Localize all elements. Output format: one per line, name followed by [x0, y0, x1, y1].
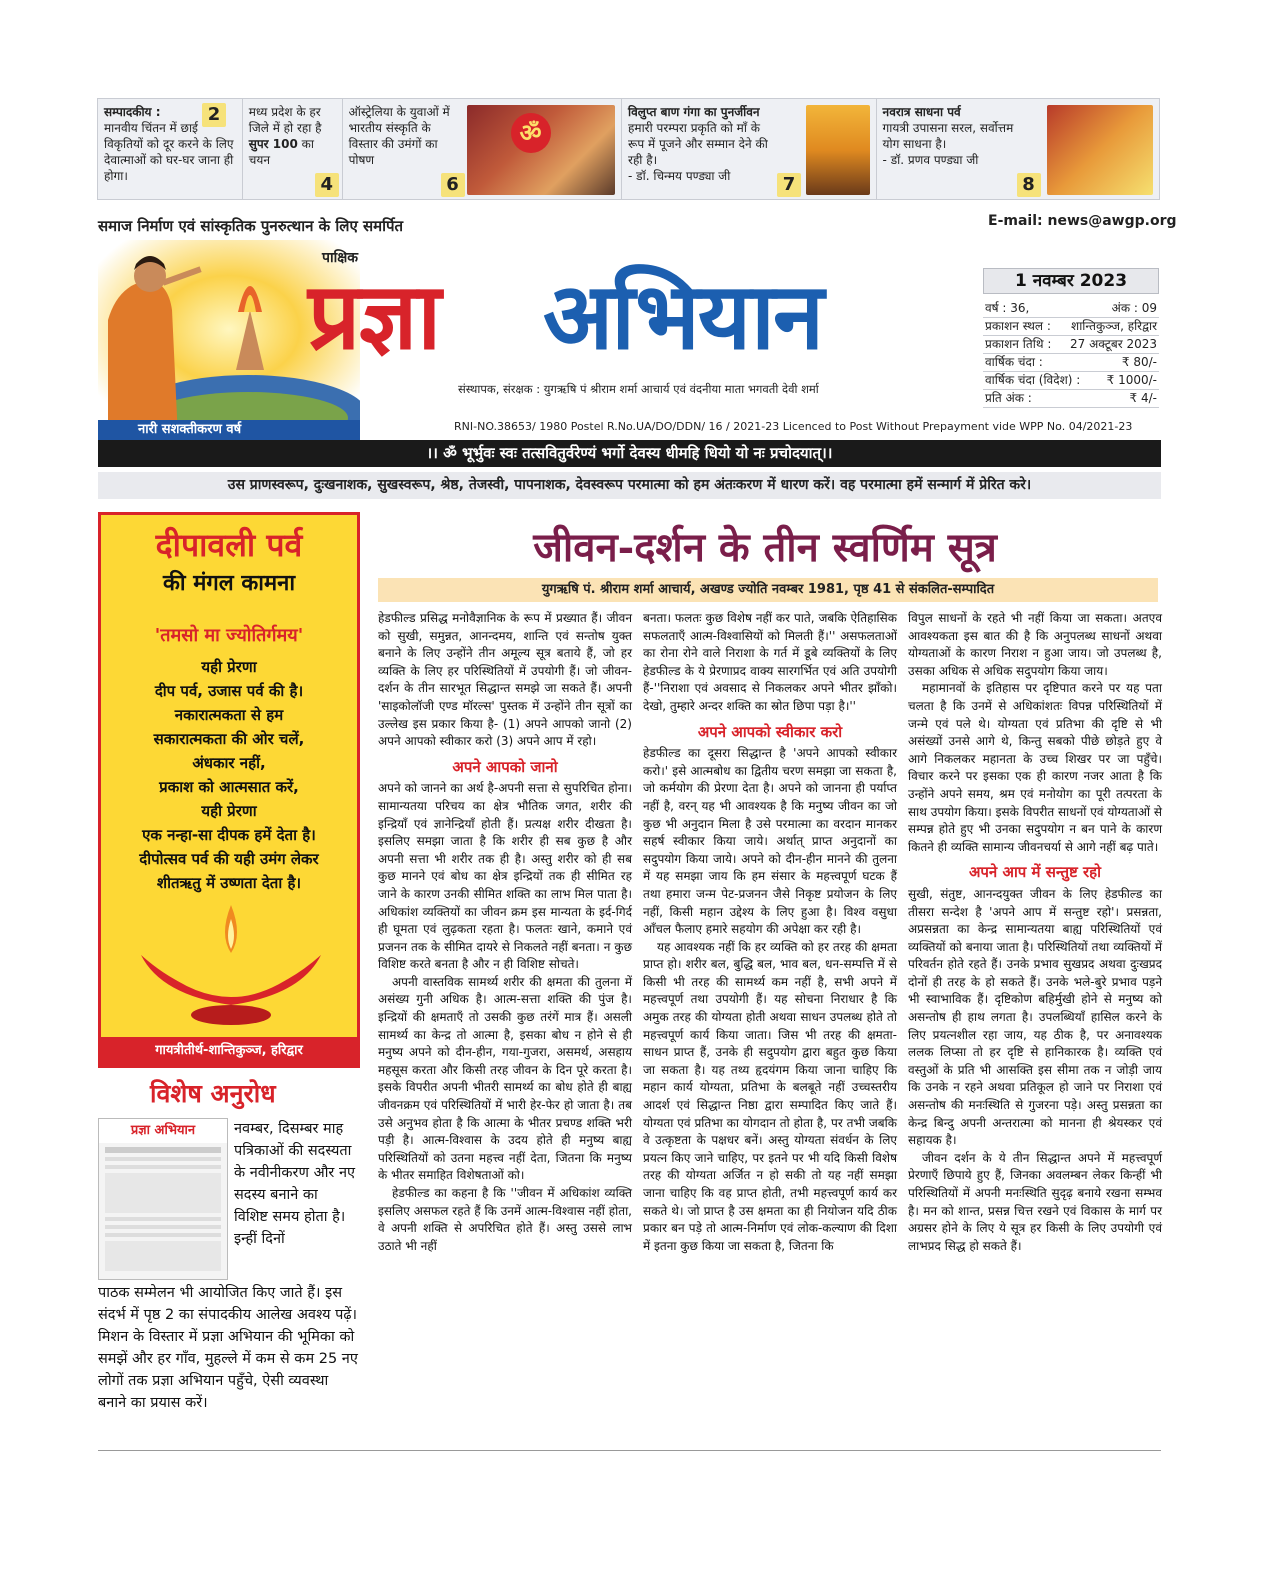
diwali-line: दीप पर्व, उजास पर्व की है। — [154, 682, 304, 700]
article-byline: युगऋषि पं. श्रीराम शर्मा आचार्य, अखण्ड ज्योति नवम्बर 1981, पृष्ठ 41 से संकलित-सम्पादित — [378, 578, 1158, 602]
diwali-message — [101, 655, 357, 895]
info-row — [983, 318, 1159, 336]
paragraph: अपने को जानने का अर्थ है-अपनी सत्ता से सुपरिचित होना। सामान्यतया परिचय का क्षेत्र भौतिक जगत, शरीर की इन्द्रियाँ एवं ज्ञानेन्द्रियाँ होती हैं। प्रत्यक्ष शरीर दीखता है। इसलिए समझा जाता है कि शरीर ही सब कुछ है और अपनी सत्ता भी शरीर तक ही है। अस्तु शरीर को ही सब कुछ मानने एवं बोध का क्षेत्र इन्द्रियों तक ही सीमित रह जाने के कारण उनकी सीमित शक्ति का लाभ मिल पाता है। अधिकांश व्यक्तियों का जीवन क्रम इस मान्यता के इर्द-गिर्द ही घूमता एवं लुढ़कता रहता है। फलतः खाने, कमाने एवं प्रजनन तक के सीमित दायरे से निकलते नहीं बनता। न कुछ विशिष्ट करते बनता है और न ही विशिष्ट सोचते। — [378, 781, 632, 972]
thumbnail-brand: प्रज्ञा अभियान — [99, 1119, 227, 1143]
info-key: प्रकाशन स्थल : — [985, 319, 1051, 333]
mantra-meaning-bar: उस प्राणस्वरूप, दुःखनाशक, सुखस्वरूप, श्रेष्ठ, तेजस्वी, पापनाशक, देवस्वरूप परमात्मा को हम अंतःकरण में धारण करें। वह परमात्मा हमें सन्मार्ग में प्रेरित करे। — [98, 472, 1161, 499]
diwali-title: दीपावली पर्व — [155, 526, 303, 564]
diwali-footer: गायत्रीतीर्थ-शान्तिकुञ्ज, हरिद्वार — [101, 1037, 357, 1065]
appeal-heading: विशेष अनुरोध — [150, 1079, 276, 1108]
paragraph: बनता। फलतः कुछ विशेष नहीं कर पाते, जबकि ऐतिहासिक सफलताएँ आत्म-विश्वासियों को मिलती हैं।'' असफलताओं का रोना रोने वाले निराशा के गर्त में डूबे व्यक्तियों के लिए हेडफील्ड के ये प्रेरणाप्रद वाक्य सारगर्भित एवं अति उपयोगी हैं-''निराशा एवं अवसाद से निकलकर अपने भीतर झाँको। देखो, तुम्हारे अन्दर शक्ति का स्रोत छिपा पड़ा है।'' — [643, 611, 897, 713]
diwali-line: यही प्रेरणा — [201, 658, 257, 676]
info-row — [983, 372, 1159, 390]
page-number: 8 — [1017, 173, 1041, 197]
page-number: 6 — [441, 173, 465, 197]
speaker-photo — [1047, 105, 1153, 195]
info-value: अंक : 09 — [1111, 301, 1157, 315]
speaker-photo — [806, 105, 870, 195]
teaser-super100[interactable] — [243, 99, 343, 199]
diwali-line: एक नन्हा-सा दीपक हमें देता है। — [142, 826, 316, 844]
diwali-line: दीपोत्सव पर्व की यही उमंग लेकर — [139, 850, 319, 868]
diwali-line: नकारात्मकता से हम — [174, 706, 284, 724]
article-column-3 — [908, 610, 1162, 1255]
info-key: प्रति अंक : — [985, 391, 1032, 405]
section-heading: अपने आपको जानो — [452, 757, 558, 776]
info-row — [983, 390, 1159, 408]
brand-title-word2: अभियान — [543, 262, 823, 370]
event-photo — [467, 105, 615, 195]
info-row — [983, 300, 1159, 318]
info-value: 27 अक्टूबर 2023 — [1070, 337, 1157, 351]
info-key: वार्षिक चंदा : — [985, 355, 1043, 369]
email-contact[interactable]: E-mail: news@awgp.org — [988, 213, 1177, 229]
paragraph: महामानवों के इतिहास पर दृष्टिपात करने पर यह पता चलता है कि उनमें से अधिकांशतः विपन्न परिस्थितियों में जन्मे एवं पले थे। योग्यता एवं प्रतिभा की दृष्टि से भी असंख्यों उनसे आगे थे, किन्तु सबको पीछे छोड़ते हुए वे आगे निकलकर महानता के उच्च शिखर पर जा पहुँचे। विचार करने पर इसका एक ही कारण नजर आता है कि उन्होंने अपने समय, श्रम एवं मनोयोग का पूरी तत्परता के साथ उपयोग किया। इसके विपरीत साधनों एवं योग्यताओं से सम्पन्न होते हुए भी उनका सदुपयोग न बन पाने के कारण कितने ही व्यक्ति सामान्य जीवनचर्या से आगे नहीं बढ़ पाते। — [908, 681, 1162, 854]
paragraph: हेडफील्ड का दूसरा सिद्धान्त है 'अपने आपको स्वीकार करो।' इसे आत्मबोध का द्वितीय चरण समझा जा सकता है, जो कर्मयोग की प्रेरणा देता है। अपने को जानना ही पर्याप्त नहीं है, वरन् यह भी आवश्यक है कि मनुष्य जीवन का जो कुछ भी अनुदान मिला है उसे परमात्मा का वरदान मानकर सहर्ष स्वीकार किया जाये। अर्थात् प्राप्त अनुदानों का सदुपयोग किया जाये। अपने को दीन-हीन मानने की तुलना में यह समझा जाय कि हम संसार के महत्त्वपूर्ण घटक हैं तथा हमारा जन्म पेट-प्रजनन जैसे निकृष्ट प्रयोजन के लिए नहीं, किसी महान उद्देश्य के लिए हुआ है। विश्व वसुधा आँचल फैलाए हमारे सहयोग की अपेक्षा कर रही है। — [643, 746, 897, 937]
teaser-label: नवरात्र साधना पर्व — [882, 105, 961, 119]
gayatri-mantra-bar: ।। ॐ भूर्भुवः स्वः तत्सवितुर्वरेण्यं भर्गो देवस्य धीमहि धियो यो नः प्रचोदयात्।। — [98, 440, 1161, 467]
diwali-line: अंधकार नहीं, — [192, 754, 266, 772]
diya-lamp-icon — [131, 895, 331, 1035]
teaser-label: सम्पादकीय : — [104, 105, 161, 119]
teaser-bold: सुपर 100 — [248, 137, 298, 151]
founder-line: संस्थापक, संरक्षक : युगऋषि पं श्रीराम शर्मा आचार्य एवं वंदनीया माता भगवती देवी शर्मा — [458, 382, 819, 396]
registration-line: RNI-NO.38653/ 1980 Postel R.No.UA/DO/DDN/ 16 / 2021-23 Licenced to Post Without Prepayment vide WPP No. 04/2021-23 — [454, 420, 1133, 433]
teaser-navratri[interactable] — [877, 99, 1159, 199]
info-value: ₹ 4/- — [1129, 391, 1157, 405]
diwali-line: प्रकाश को आत्मसात करें, — [159, 778, 299, 796]
paragraph: हेडफील्ड का कहना है कि ''जीवन में अधिकांश व्यक्ति इसलिए असफल रहते हैं कि उनमें आत्म-विश्वास नहीं होता, वे अपनी शक्ति से अपरिचित होते हैं। अस्तु उससे लाभ उठाते भी नहीं — [378, 1186, 632, 1253]
info-row — [983, 336, 1159, 354]
teaser-editorial[interactable] — [98, 99, 243, 199]
info-value: ₹ 1000/- — [1106, 373, 1157, 387]
info-key: वर्ष : 36, — [985, 301, 1030, 315]
teaser-text: ऑस्ट्रेलिया के युवाओं में भारतीय संस्कृति के विस्तार की उमंगों का पोषण — [348, 105, 450, 167]
paragraph: जीवन दर्शन के ये तीन सिद्धान्त अपने में महत्त्वपूर्ण प्रेरणाएँ छिपाये हुए हैं, जिनका अवलम्बन लेकर किन्हीं भी परिस्थितियों में अपनी मनःस्थिति सुदृढ़ बनाये रखना सम्भव है। मन को शान्त, प्रसन्न चित्त रखने एवं विकास के मार्ग पर अग्रसर होने के लिए ये सूत्र हर किसी के लिए उपयोगी एवं लाभप्रद सिद्ध हो सकते हैं। — [908, 1150, 1162, 1253]
teaser-label: विलुप्त बाण गंगा का पुनर्जीवन — [628, 105, 760, 119]
diwali-greeting-box — [98, 512, 360, 1068]
diwali-line: शीतऋतु में उष्णता देता है। — [156, 874, 302, 892]
teaser-text: हमारी परम्परा प्रकृति को माँ के रूप में पूजने और सम्मान देने की रही है। — [628, 121, 768, 167]
teaser-text-2: का चयन — [248, 137, 314, 167]
diwali-quote: 'तमसो मा ज्योतिर्गमय' — [154, 625, 304, 646]
year-theme-banner: नारी सशक्तीकरण वर्ष — [98, 420, 360, 440]
issue-date: 1 नवम्बर 2023 — [983, 268, 1159, 294]
appeal-text-continued: पाठक सम्मेलन भी आयोजित किए जाते हैं। इस संदर्भ में पृष्ठ 2 का संपादकीय आलेख अवश्य पढ़ें। मिशन के विस्तार में प्रज्ञा अभियान की भूमिका को समझें और हर गाँव, मुहल्ले में कम से कम 25 नए लोगों तक प्रज्ञा अभियान पहुँचे, ऐसी व्यवस्था बनाने का प्रयास करें। — [98, 1285, 358, 1411]
om-icon: ॐ — [511, 113, 551, 153]
brand-title-word1: प्रज्ञा — [308, 262, 440, 370]
section-heading: अपने आपको स्वीकार करो — [697, 722, 843, 741]
article-headline: जीवन-दर्शन के तीन स्वर्णिम सूत्र — [533, 524, 997, 571]
info-key: प्रकाशन तिथि : — [985, 337, 1052, 351]
paragraph: हेडफील्ड प्रसिद्ध मनोवैज्ञानिक के रूप में प्रख्यात हैं। जीवन को सुखी, समुन्नत, आनन्दमय, शान्ति एवं सन्तोष युक्त बनाने के लिए उन्होंने तीन अमूल्य सूत्र बताये हैं, जो हर व्यक्ति के लिए हर परिस्थितियों में उपयोगी हैं। जो जीवन-दर्शन के तीन सारभूत सिद्धान्त समझे जा सकते हैं। अपनी 'साइकोलॉजी एण्ड मॉरल्स' पुस्तक में उन्होंने तीन सूत्रों का उल्लेख इस प्रकार किया है- (1) अपने आपको जानो (2) अपने आपको स्वीकार करो (3) अपने आप में रहो। — [378, 611, 632, 749]
info-value: ₹ 80/- — [1121, 355, 1157, 369]
page-number: 2 — [202, 103, 226, 127]
teaser-text: मध्य प्रदेश के हर जिले में हो रहा है — [248, 105, 322, 135]
periodicity-label: पाक्षिक — [322, 250, 358, 266]
teaser-australia[interactable] — [343, 99, 622, 199]
info-value: शान्तिकुञ्ज, हरिद्वार — [1071, 319, 1157, 333]
paragraph: यह आवश्यक नहीं कि हर व्यक्ति को हर तरह की क्षमता प्राप्त हो। शरीर बल, बुद्धि बल, भाव बल, धन-सम्पत्ति में से किसी भी तरह की सामर्थ्य कम नहीं है, सभी अपने में महत्त्वपूर्ण तथा उपयोगी हैं। यह सोचना निराधार है कि अमुक तरह की योग्यता होती अथवा साधन उपलब्ध होते तो महत्त्वपूर्ण कार्य किया जाता। जिस भी तरह की क्षमता-साधन प्राप्त हैं, उनके ही सदुपयोग द्वारा बहुत कुछ किया जा सकता है। यह तथ्य हृदयंगम किया जाना चाहिए कि महान कार्य योग्यता, प्रतिभा के बलबूते नहीं उच्चस्तरीय आदर्श एवं सिद्धान्त निष्ठा द्वारा सम्पादित किए जाते हैं। योग्यता एवं प्रतिभा का योगदान तो होता है, पर तभी जबकि वे उत्कृष्टता के पक्षधर बनें। अस्तु योग्यता संवर्धन के लिए प्रयत्न किए जाने चाहिए, पर इतने पर भी यदि किसी विशेष तरह की योग्यता अर्जित न हो सकी तो यह नहीं समझा जाना चाहिए कि वह प्राप्त होती, तभी महत्त्वपूर्ण कार्य कर सकते थे। जो प्राप्त है उस क्षमता का ही नियोजन यदि ठीक प्रकार बन पड़े तो आत्म-निर्माण एवं लोक-कल्याण की दिशा में इतना कुछ किया जा सकता है, जितना कि — [643, 939, 897, 1253]
page-bottom-rule — [98, 1450, 1161, 1451]
issue-info — [983, 300, 1159, 408]
diwali-subtitle: की मंगल कामना — [162, 571, 296, 596]
diwali-line: सकारात्मकता की ओर चलें, — [153, 730, 305, 748]
masthead-slogan: समाज निर्माण एवं सांस्कृतिक पुनरुत्थान के लिए समर्पित — [98, 217, 404, 235]
teaser-banganga[interactable] — [622, 99, 877, 199]
page-number: 4 — [315, 173, 339, 197]
info-row — [983, 354, 1159, 372]
teaser-text: गायत्री उपासना सरल, सर्वोत्तम योग साधना है। — [882, 121, 1014, 151]
section-heading: अपने आप में सन्तुष्ट रहो — [968, 863, 1102, 882]
page-number: 7 — [777, 173, 801, 197]
article-column-1 — [378, 610, 632, 1255]
diwali-line: यही प्रेरणा — [201, 802, 257, 820]
paragraph: सुखी, संतुष्ट, आनन्दयुक्त जीवन के लिए हेडफील्ड का तीसरा सन्देश है 'अपने आप में सन्तुष्ट रहो'। प्रसन्नता, अप्रसन्नता का केन्द्र सामान्यतया बाह्य परिस्थितियों एवं व्यक्तियों को बनाया जाता है। परिस्थितियों तथा व्यक्तियों में परिवर्तन होते रहते हैं। उनके प्रभाव सुखप्रद अथवा दुःखप्रद दोनों ही तरह के हो सकते हैं। उनके भले-बुरे प्रभाव पड़ने भी स्वाभाविक हैं। दृष्टिकोण बहिर्मुखी होने से मनुष्य को असन्तोष ही हाथ लगता है। उपलब्धियाँ हासिल करने के लिए प्रयत्नशील रहा जाय, यह ठीक है, पर अनावश्यक ललक लिप्सा तो हर दृष्टि से हानिकारक है। व्यक्ति एवं वस्तुओं के प्रति भी आसक्ति इस सीमा तक न जोड़ी जाय कि उनके न रहने अथवा प्रतिकूल हो जाने पर निराशा एवं असन्तोष की मनःस्थिति से गुजरना पड़े। अस्तु प्रसन्नता का केन्द्र बिन्दु अपनी अन्तरात्मा को मानना ही श्रेयस्कर एवं सहायक है। — [908, 886, 1162, 1148]
teaser-text: मानवीय चिंतन में छाई विकृतियों को दूर करने के लिए देवात्माओं को घर-घर जाना ही होगा। — [104, 121, 234, 183]
paragraph: विपुल साधनों के रहते भी नहीं किया जा सकता। अतएव आवश्यकता इस बात की है कि अनुपलब्ध साधनों अथवा योग्यताओं के कारण निराश न हुआ जाय। जो उपलब्ध है, उसका अधिक से अधिक सदुपयोग किया जाय। — [908, 611, 1162, 678]
teaser-byline: - डॉ. प्रणव पण्ड्या जी — [882, 153, 979, 167]
info-key: वार्षिक चंदा (विदेश) : — [985, 373, 1081, 387]
teaser-byline: - डॉ. चिन्मय पण्ड्या जी — [628, 169, 731, 183]
appeal-text: नवम्बर, दिसम्बर माह पत्रिकाओं की सदस्यता के नवीनीकरण और नए सदस्य बनाने का विशिष्ट समय होता है। इन्हीं दिनों — [234, 1121, 356, 1247]
paragraph: अपनी वास्तविक सामर्थ्य शरीर की क्षमता की तुलना में असंख्य गुनी अधिक है। आत्म-सत्ता शक्ति की पुंज है। इन्द्रियों की क्षमताएँ तो उसकी कुछ तरंगें मात्र हैं। असली सामर्थ्य का केन्द्र तो आत्मा है, इसका बोध न होने से ही मनुष्य अपने को दीन-हीन, गया-गुजरा, असमर्थ, असहाय महसूस करता और किसी तरह जीवन के दिन पूरे करता है। इसके विपरीत अपनी भीतरी सामर्थ्य का बोध होते ही बाह्य जीवनक्रम एवं परिस्थितियों में भारी हेर-फेर हो जाता है। तब उसे अनुभव होता है कि आत्मा के भीतर प्रचण्ड शक्ति भरी पड़ी है। आत्म-विश्वास के उदय होते ही मनुष्य बाह्य परिस्थितियों को उतना महत्त्व नहीं देता, जितना कि मनुष्य के भीतर समाहित विशेषताओं को। — [378, 974, 632, 1183]
top-teaser-strip — [97, 98, 1160, 200]
magazine-thumbnail[interactable] — [98, 1118, 228, 1280]
article-column-2 — [643, 610, 897, 1255]
